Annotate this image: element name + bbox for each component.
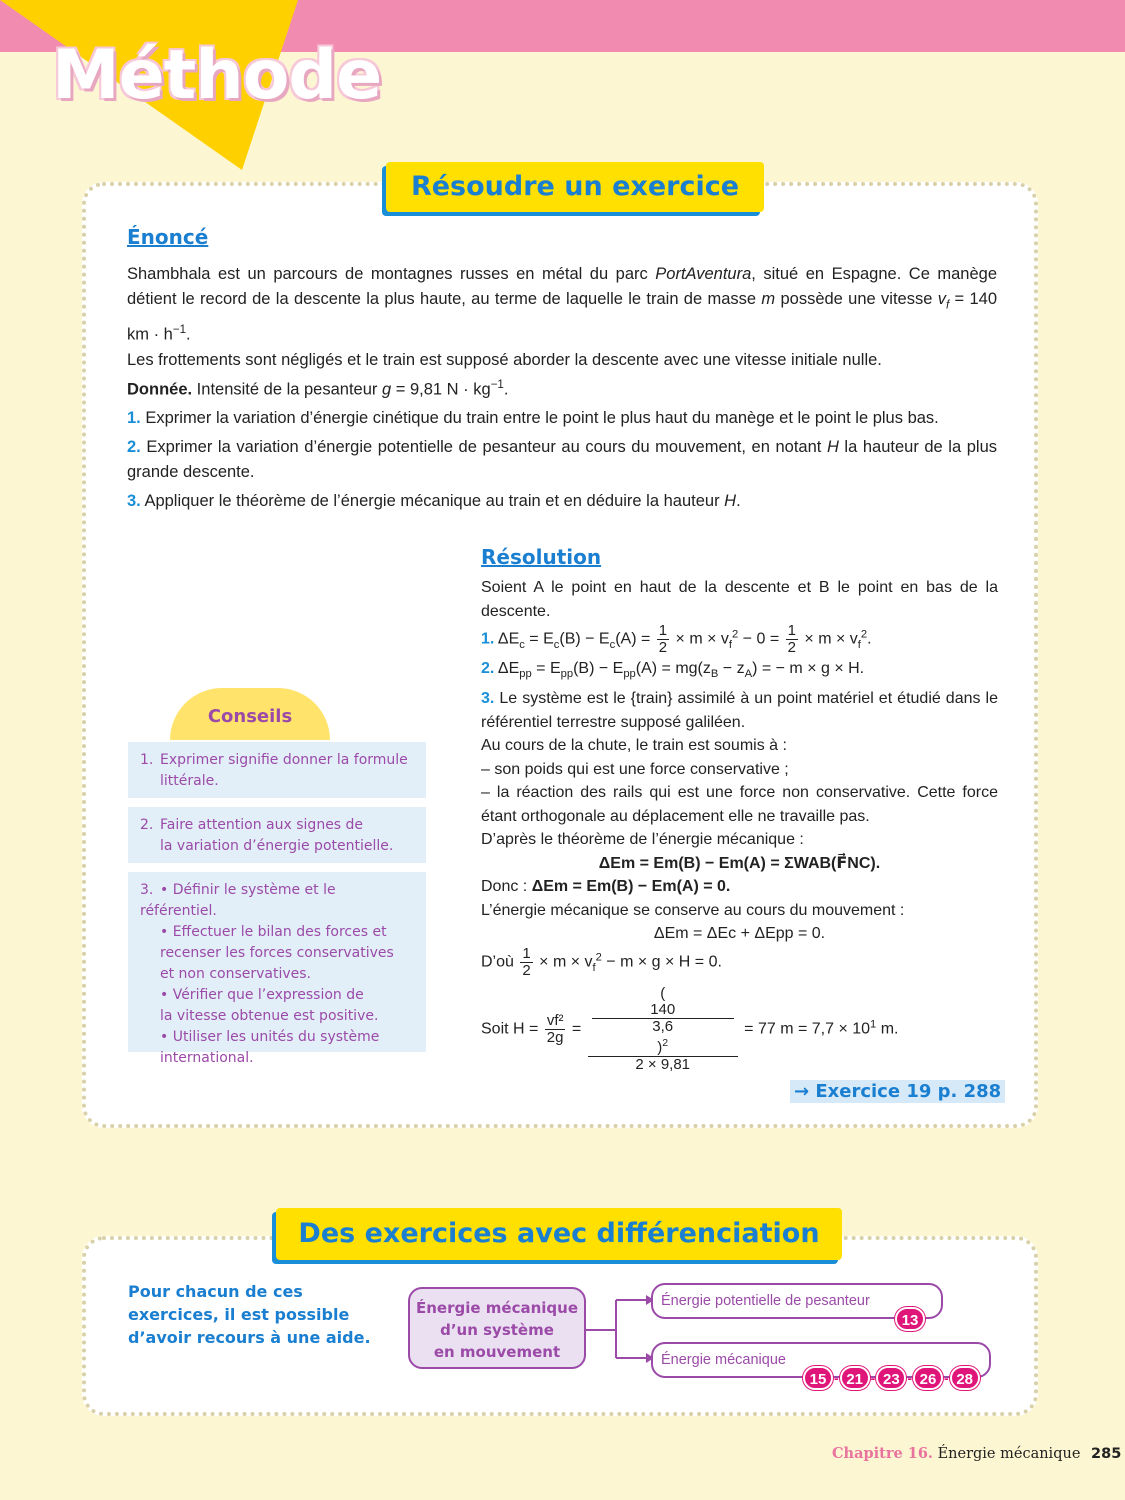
concept-main-node: Énergie mécanique d’un système en mouvement — [408, 1287, 586, 1369]
equation-soit-H: Soit H = $\frac{\text{vf²}}{2g}$ = ( 140 3,6 )$^2$ 2 × 9,81 = 77 $m = 7,7 \times 10^1$ m. — [481, 985, 899, 1074]
conseil-tip-3: 3. • Définir le système et le référentiel. • Effectuer le bilan des forces et recenser les forces conservatives et non conservatives. • Vérifier que l’expression de la vitesse obtenue est positive. • Utiliser les unités du système international. — [128, 872, 426, 1052]
question-3: 3. Appliquer le théorème de l’énergie mécanique au train et en déduire la hauteur H. — [127, 492, 741, 511]
enonce-heading: Énoncé — [127, 225, 209, 249]
resolution-heading: Résolution — [481, 545, 602, 569]
resolution-conservation: L’énergie mécanique se conserve au cours du mouvement : — [481, 901, 905, 919]
exercise-badge[interactable]: 23 — [876, 1366, 906, 1390]
conseil-tip-2: 2. Faire attention aux signes de la variation d’énergie potentielle. — [128, 807, 426, 863]
badges-potentielle — [895, 1307, 925, 1331]
branch-connector — [586, 1295, 656, 1365]
page-number: 285 — [1091, 1446, 1122, 1462]
enonce-paragraph-1: Shambhala est un parcours de montagnes russes en métal du parc PortAventura, situé en Espagne. Ce manège détient le record de la descente la plus haute, au terme de laquelle le train de masse m possède une vitesse $v_f = 140$ km · $h^{-1}$. — [127, 265, 998, 344]
conseil-tip-1: 1. Exprimer signifie donner la formule littérale. — [128, 742, 426, 798]
section-title-resoudre: Résoudre un exercice — [386, 162, 764, 212]
fraction-half: $\frac{1}{2}$ — [658, 622, 668, 656]
differenciation-intro: Pour chacun de ces exercices, il est possible d’avoir recours à une aide. — [128, 1282, 371, 1347]
equation-donc: Donc : ΔEm = Em(B) − Em(A) = 0. — [481, 878, 731, 896]
resolution-forces-intro: Au cours de la chute, le train est soumis à : — [481, 737, 787, 755]
enonce-donnee: Donnée. Intensité de la pesanteur g = 9,81 $N \cdot kg^{-1}$. — [127, 378, 509, 399]
conseils-tab: Conseils — [170, 688, 330, 740]
resolution-force-poids: – son poids qui est une force conservative ; — [481, 760, 789, 778]
resolution-step-1: 1. $\Delta E_c = E_c(B) - E_c(A)$ = $\frac{1}{2}$ × $m \times v_f^2 - 0$ = $\frac{1}{2}$ × $m \times v_f^2$. — [481, 622, 872, 656]
question-2: 2. Exprimer la variation d’énergie potentielle de pesanteur au cours du mouvement, en notant H la hauteur de la plus grande descente. — [127, 438, 997, 482]
resolution-step-3: 3. Le système est le {train} assimilé à un point matériel et étudié dans le référentiel terrestre supposé galiléen. — [481, 690, 998, 731]
concept-node-mecanique: Énergie mécanique — [651, 1342, 991, 1378]
resolution-intro: Soient A le point en haut de la descente et B le point en bas de la descente. — [481, 579, 998, 620]
footer-chapter: Chapitre 16. — [832, 1445, 933, 1462]
section-title-differenciation: Des exercices avec différenciation — [276, 1208, 842, 1260]
exercise-badge[interactable]: 26 — [913, 1366, 943, 1390]
resolution-force-reaction: – la réaction des rails qui est une force non conservative. Cette force étant orthogonale au déplacement elle ne travaille pas. — [481, 784, 998, 825]
methode-heading: Méthode — [52, 36, 382, 115]
exercise-badge[interactable]: 15 — [803, 1366, 833, 1390]
resolution-step-2: 2. $\Delta E_{pp} = E_{pp}(B) - E_{pp}(A) = mg(z_B - z_A)$ = − m × g × H. — [481, 660, 865, 681]
fraction-vf2-2g: $\frac{\text{vf²}}{2g}$ — [546, 1012, 564, 1047]
fraction-numeric: ( 140 3,6 )$^2$ 2 × 9,81 — [588, 986, 738, 1073]
footer-title: Énergie mécanique — [937, 1446, 1081, 1462]
enonce-text — [127, 262, 997, 514]
enonce-paragraph-2: Les frottements sont négligés et le train est supposé aborder la descente avec une vitesse initiale nulle. — [127, 350, 882, 369]
question-1: 1. Exprimer la variation d’énergie cinétique du train entre le point le plus haut du manège et le point le plus bas. — [127, 409, 939, 428]
fraction-half-3: $\frac{1}{2}$ — [522, 944, 531, 979]
exercise-badge[interactable]: 21 — [840, 1366, 870, 1390]
resolution-text — [481, 576, 998, 1073]
equation-dou: D’où $\frac{1}{2}$ × $m \times v_f^2 - m \times g \times H = 0$. — [481, 944, 722, 979]
fraction-140-3-6: 140 3,6 — [592, 1002, 734, 1035]
exercise-badge[interactable]: 28 — [950, 1366, 980, 1390]
page-footer — [832, 1445, 1121, 1462]
exercise-badge[interactable]: 13 — [895, 1307, 925, 1331]
equation-conservation: ΔEm = ΔEc + ΔEpp = 0. — [653, 925, 826, 943]
concept-node-potentielle: Énergie potentielle de pesanteur — [651, 1283, 943, 1319]
badges-mecanique: 15 - 21 - 23 - 26 - 28 — [803, 1366, 980, 1390]
equation-theorem: ΔEm = Em(B) − Em(A) = ΣWAB(F⃗NC). — [598, 854, 881, 872]
fraction-half-2: $\frac{1}{2}$ — [787, 622, 796, 656]
exercise-link[interactable]: → Exercice 19 p. 288 — [790, 1080, 1005, 1103]
resolution-theorem-intro: D’après le théorème de l’énergie mécanique : — [481, 831, 804, 849]
